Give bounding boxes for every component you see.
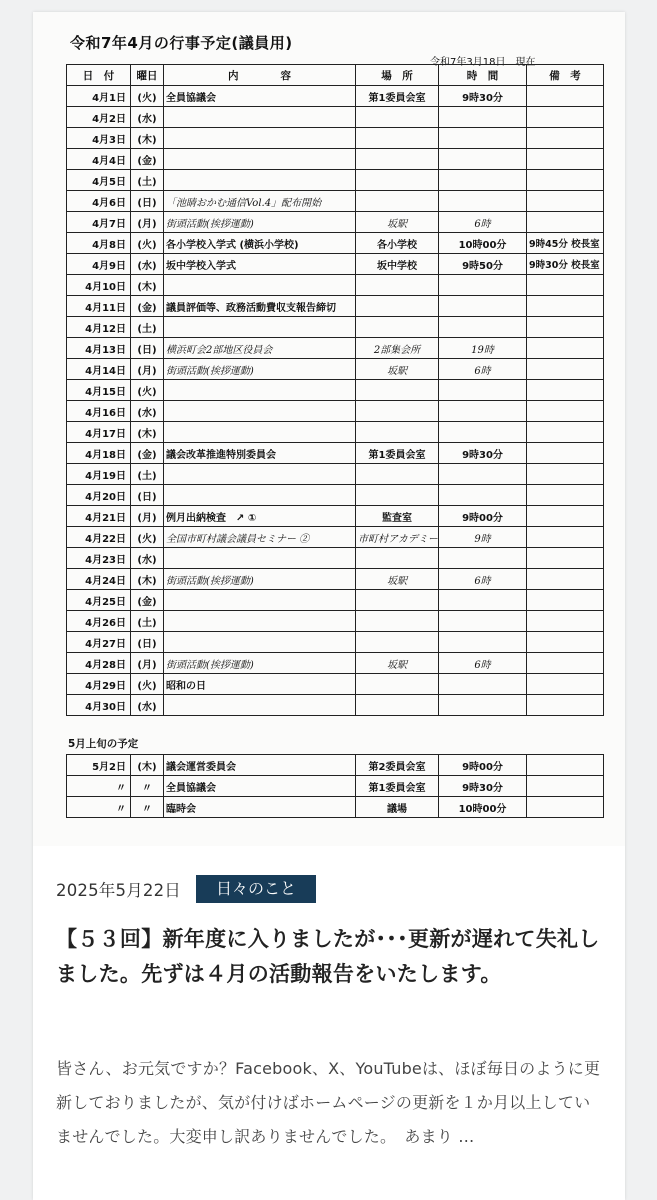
cell-date: 4月27日: [67, 632, 131, 653]
cell-time: [439, 107, 527, 128]
cell-time: 9時30分: [439, 443, 527, 464]
cell-date: 4月8日: [67, 233, 131, 254]
cell-place: 議場: [356, 797, 439, 818]
cell-date: 4月28日: [67, 653, 131, 674]
cell-content: 全国市町村議会議員セミナー ②: [164, 527, 356, 548]
cell-content: 「池睛おかむ通信Vol.4」配布開始: [164, 191, 356, 212]
cell-day: 〃: [131, 797, 164, 818]
cell-place: [356, 149, 439, 170]
cell-time: 6時: [439, 359, 527, 380]
cell-content: 議会改革推進特別委員会: [164, 443, 356, 464]
cell-place: [356, 401, 439, 422]
cell-time: 10時00分: [439, 233, 527, 254]
cell-date: 4月23日: [67, 548, 131, 569]
cell-date: 4月18日: [67, 443, 131, 464]
cell-day: (日): [131, 485, 164, 506]
cell-time: 10時00分: [439, 797, 527, 818]
header-note: 備 考: [527, 65, 604, 86]
table-row: [67, 191, 604, 212]
table-row: [67, 296, 604, 317]
cell-time: [439, 296, 527, 317]
cell-time: 6時: [439, 212, 527, 233]
cell-date: 4月14日: [67, 359, 131, 380]
table-row: [67, 590, 604, 611]
cell-place: [356, 485, 439, 506]
cell-place: 坂駅: [356, 653, 439, 674]
cell-content: [164, 548, 356, 569]
cell-date: 4月20日: [67, 485, 131, 506]
cell-note: [527, 401, 604, 422]
table-row: [67, 401, 604, 422]
cell-date: 4月29日: [67, 674, 131, 695]
cell-note: [527, 170, 604, 191]
cell-day: (火): [131, 86, 164, 107]
table-row: [67, 464, 604, 485]
cell-place: [356, 464, 439, 485]
cell-content: 議会運営委員会: [164, 755, 356, 776]
cell-day: (金): [131, 590, 164, 611]
cell-note: [527, 548, 604, 569]
table-row: [67, 422, 604, 443]
table-row: [67, 674, 604, 695]
cell-date: 4月3日: [67, 128, 131, 149]
cell-day: (金): [131, 296, 164, 317]
cell-place: 第1委員会室: [356, 86, 439, 107]
cell-note: [527, 527, 604, 548]
table-row: [67, 755, 604, 776]
cell-time: 9時: [439, 527, 527, 548]
schedule-header-row: [67, 65, 604, 86]
cell-day: (金): [131, 149, 164, 170]
table-row: [67, 254, 604, 275]
cell-day: 〃: [131, 776, 164, 797]
table-row: [67, 569, 604, 590]
table-row: [67, 380, 604, 401]
cell-day: (火): [131, 233, 164, 254]
cell-place: [356, 590, 439, 611]
cell-content: 街頭活動(挨拶運動): [164, 359, 356, 380]
cell-time: [439, 674, 527, 695]
cell-time: 9時30分: [439, 776, 527, 797]
cell-date: 4月5日: [67, 170, 131, 191]
cell-content: 臨時会: [164, 797, 356, 818]
cell-day: (日): [131, 338, 164, 359]
cell-note: 9時30分 校長室: [527, 254, 604, 275]
cell-date: 4月26日: [67, 611, 131, 632]
cell-date: 5月2日: [67, 755, 131, 776]
table-row: [67, 149, 604, 170]
cell-note: [527, 695, 604, 716]
cell-place: 第1委員会室: [356, 443, 439, 464]
cell-note: [527, 107, 604, 128]
cell-time: [439, 422, 527, 443]
cell-day: (土): [131, 611, 164, 632]
cell-note: [527, 380, 604, 401]
cell-time: [439, 548, 527, 569]
cell-date: 4月22日: [67, 527, 131, 548]
cell-time: [439, 590, 527, 611]
cell-place: 第2委員会室: [356, 755, 439, 776]
cell-time: [439, 191, 527, 212]
post-card[interactable]: [33, 12, 625, 1200]
cell-content: [164, 632, 356, 653]
cell-day: (水): [131, 548, 164, 569]
document-as-of-date: 令和7年3月18日 現在: [430, 57, 536, 68]
cell-content: [164, 695, 356, 716]
cell-time: 19時: [439, 338, 527, 359]
cell-content: 例月出納検査 ↗ ①: [164, 506, 356, 527]
cell-time: [439, 695, 527, 716]
cell-place: 市町村アカデミー: [356, 527, 439, 548]
cell-date: 4月4日: [67, 149, 131, 170]
cell-note: [527, 611, 604, 632]
header-time: 時 間: [439, 65, 527, 86]
cell-time: [439, 317, 527, 338]
cell-day: (日): [131, 632, 164, 653]
cell-date: 4月12日: [67, 317, 131, 338]
cell-content: [164, 275, 356, 296]
cell-note: [527, 296, 604, 317]
table-row: [67, 485, 604, 506]
may-schedule-table: [66, 754, 604, 818]
cell-place: 監査室: [356, 506, 439, 527]
table-row: [67, 443, 604, 464]
table-row: [67, 506, 604, 527]
document-title: 令和7年4月の行事予定(議員用): [70, 34, 293, 52]
cell-time: 9時50分: [439, 254, 527, 275]
cell-day: (土): [131, 464, 164, 485]
cell-date: 4月10日: [67, 275, 131, 296]
table-row: [67, 695, 604, 716]
cell-date: 4月13日: [67, 338, 131, 359]
cell-date: 4月25日: [67, 590, 131, 611]
cell-place: [356, 296, 439, 317]
cell-note: [527, 422, 604, 443]
cell-date: 4月2日: [67, 107, 131, 128]
cell-place: 第1委員会室: [356, 776, 439, 797]
table-row: [67, 128, 604, 149]
cell-note: [527, 590, 604, 611]
cell-place: [356, 128, 439, 149]
cell-date: 4月6日: [67, 191, 131, 212]
category-tag[interactable]: 日々のこと: [196, 875, 316, 903]
cell-day: (火): [131, 527, 164, 548]
may-schedule-body: [67, 755, 604, 818]
cell-time: [439, 401, 527, 422]
cell-day: (月): [131, 506, 164, 527]
cell-note: 9時45分 校長室: [527, 233, 604, 254]
table-row: [67, 776, 604, 797]
cell-time: 6時: [439, 653, 527, 674]
cell-content: 街頭活動(挨拶運動): [164, 653, 356, 674]
cell-content: [164, 128, 356, 149]
cell-place: [356, 107, 439, 128]
cell-content: [164, 149, 356, 170]
cell-note: [527, 569, 604, 590]
cell-time: [439, 275, 527, 296]
cell-note: [527, 212, 604, 233]
cell-day: (水): [131, 107, 164, 128]
cell-date: 4月7日: [67, 212, 131, 233]
cell-content: 坂中学校入学式: [164, 254, 356, 275]
table-row: [67, 611, 604, 632]
cell-time: [439, 128, 527, 149]
cell-content: 昭和の日: [164, 674, 356, 695]
cell-content: 横浜町会2部地区役員会: [164, 338, 356, 359]
cell-note: [527, 191, 604, 212]
cell-place: 2部集会所: [356, 338, 439, 359]
cell-content: 全員協議会: [164, 776, 356, 797]
cell-day: (木): [131, 275, 164, 296]
cell-content: 各小学校入学式 (横浜小学校): [164, 233, 356, 254]
cell-date: 〃: [67, 776, 131, 797]
table-row: [67, 653, 604, 674]
post-meta: [56, 874, 316, 904]
cell-day: (木): [131, 569, 164, 590]
post-date: 2025年5月22日: [56, 881, 181, 900]
cell-note: [527, 674, 604, 695]
cell-content: [164, 380, 356, 401]
cell-note: [527, 275, 604, 296]
cell-time: [439, 485, 527, 506]
cell-note: [527, 443, 604, 464]
cell-time: 9時00分: [439, 755, 527, 776]
cell-place: [356, 695, 439, 716]
cell-place: [356, 632, 439, 653]
cell-day: (金): [131, 443, 164, 464]
cell-note: [527, 464, 604, 485]
cell-note: [527, 485, 604, 506]
cell-place: 坂駅: [356, 569, 439, 590]
table-row: [67, 212, 604, 233]
schedule-table: [66, 64, 604, 716]
cell-place: [356, 380, 439, 401]
cell-content: [164, 107, 356, 128]
header-content: 内 容: [164, 65, 356, 86]
table-row: [67, 632, 604, 653]
cell-place: 坂中学校: [356, 254, 439, 275]
table-row: [67, 317, 604, 338]
cell-day: (月): [131, 653, 164, 674]
cell-note: [527, 776, 604, 797]
cell-day: (火): [131, 380, 164, 401]
table-row: [67, 86, 604, 107]
cell-day: (土): [131, 170, 164, 191]
cell-content: [164, 590, 356, 611]
cell-note: [527, 86, 604, 107]
cell-note: [527, 359, 604, 380]
cell-day: (火): [131, 674, 164, 695]
header-place: 場 所: [356, 65, 439, 86]
may-schedule-heading: 5月上旬の予定: [68, 738, 139, 750]
cell-day: (水): [131, 401, 164, 422]
table-row: [67, 338, 604, 359]
cell-content: [164, 170, 356, 191]
cell-content: 全員協議会: [164, 86, 356, 107]
cell-note: [527, 338, 604, 359]
cell-content: [164, 485, 356, 506]
cell-place: [356, 548, 439, 569]
schedule-scan-image[interactable]: [33, 12, 625, 846]
table-row: [67, 170, 604, 191]
cell-place: 坂駅: [356, 212, 439, 233]
cell-place: 各小学校: [356, 233, 439, 254]
cell-day: (木): [131, 755, 164, 776]
cell-day: (水): [131, 254, 164, 275]
cell-date: 4月16日: [67, 401, 131, 422]
cell-day: (水): [131, 695, 164, 716]
cell-note: [527, 317, 604, 338]
header-day: 曜日: [131, 65, 164, 86]
cell-date: 4月15日: [67, 380, 131, 401]
cell-date: 4月17日: [67, 422, 131, 443]
header-date: 日 付: [67, 65, 131, 86]
cell-time: 9時30分: [439, 86, 527, 107]
cell-place: 坂駅: [356, 359, 439, 380]
cell-content: [164, 611, 356, 632]
cell-note: [527, 128, 604, 149]
cell-place: [356, 422, 439, 443]
cell-time: 6時: [439, 569, 527, 590]
cell-time: 9時00分: [439, 506, 527, 527]
cell-day: (月): [131, 359, 164, 380]
cell-note: [527, 653, 604, 674]
cell-content: [164, 317, 356, 338]
table-row: [67, 275, 604, 296]
cell-time: [439, 632, 527, 653]
table-row: [67, 527, 604, 548]
cell-time: [439, 464, 527, 485]
cell-date: 4月19日: [67, 464, 131, 485]
cell-content: 街頭活動(挨拶運動): [164, 212, 356, 233]
cell-place: [356, 317, 439, 338]
cell-date: 4月30日: [67, 695, 131, 716]
cell-date: 4月9日: [67, 254, 131, 275]
cell-day: (木): [131, 422, 164, 443]
cell-day: (木): [131, 128, 164, 149]
cell-day: (土): [131, 317, 164, 338]
table-row: [67, 797, 604, 818]
cell-time: [439, 149, 527, 170]
post-title[interactable]: 【５３回】新年度に入りましたが･･･更新が遅れて失礼しました。先ずは４月の活動報告をいたします。: [56, 927, 600, 986]
cell-place: [356, 191, 439, 212]
table-row: [67, 359, 604, 380]
cell-content: [164, 401, 356, 422]
cell-time: [439, 170, 527, 191]
cell-place: [356, 170, 439, 191]
cell-date: 〃: [67, 797, 131, 818]
cell-content: 議員評価等、政務活動費収支報告締切: [164, 296, 356, 317]
cell-note: [527, 632, 604, 653]
cell-note: [527, 149, 604, 170]
post-excerpt: 皆さん、お元気ですか？Facebook、X、YouTubeは、ほぼ毎日のように更新しておりましたが、気が付けばホームページの更新を１か月以上していませんでした。大変申し訳ありませんでした。 あまり …: [56, 1059, 601, 1146]
cell-day: (月): [131, 212, 164, 233]
table-row: [67, 107, 604, 128]
cell-content: 街頭活動(挨拶運動): [164, 569, 356, 590]
cell-note: [527, 797, 604, 818]
table-row: [67, 548, 604, 569]
cell-date: 4月1日: [67, 86, 131, 107]
cell-date: 4月24日: [67, 569, 131, 590]
cell-place: [356, 611, 439, 632]
cell-note: [527, 506, 604, 527]
cell-note: [527, 755, 604, 776]
table-row: [67, 233, 604, 254]
cell-time: [439, 611, 527, 632]
schedule-body: [67, 86, 604, 716]
cell-content: [164, 422, 356, 443]
cell-date: 4月21日: [67, 506, 131, 527]
cell-place: [356, 275, 439, 296]
cell-time: [439, 380, 527, 401]
cell-date: 4月11日: [67, 296, 131, 317]
cell-day: (日): [131, 191, 164, 212]
cell-place: [356, 674, 439, 695]
cell-content: [164, 464, 356, 485]
